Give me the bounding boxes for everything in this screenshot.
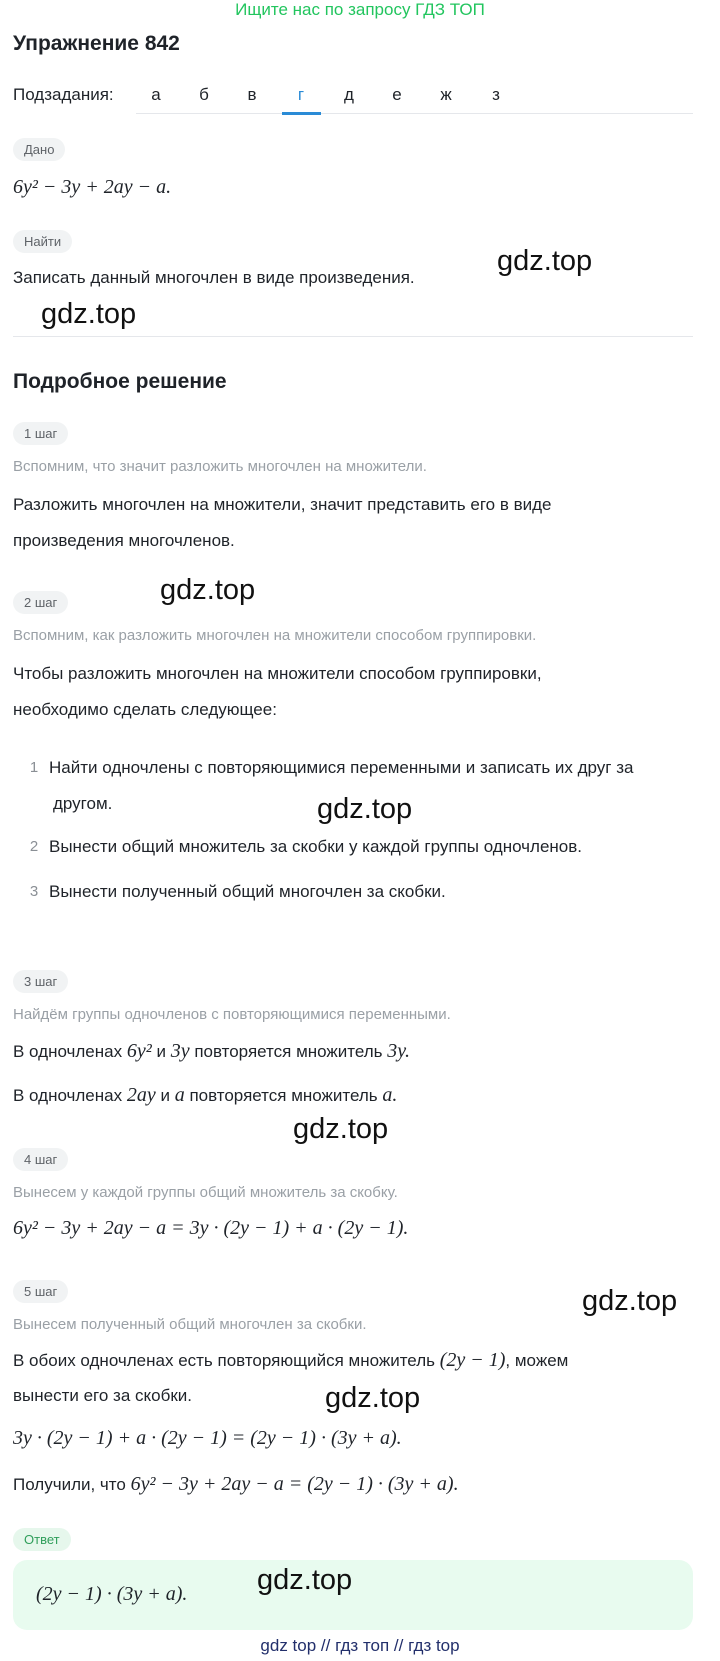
step-3-line-2 — [13, 1083, 397, 1108]
common-factor: 3y. — [387, 1040, 411, 1062]
tab-a[interactable]: а — [151, 85, 161, 104]
step-5-line-2: вынести его за скобки. — [13, 1386, 193, 1405]
step-1-line-1: Разложить многочлен на множители, значит представить его в виде — [13, 495, 552, 514]
find-badge: Найти — [13, 230, 72, 253]
list-number: 3 — [29, 883, 39, 900]
list-item-2: Вынести общий множитель за скобки у каждой группы одночленов. — [49, 837, 583, 856]
monomial: 6y² — [126, 1040, 152, 1062]
promo-link[interactable]: Ищите нас по запросу ГДЗ ТОП — [235, 0, 485, 19]
common-factor: (2y − 1) — [439, 1349, 506, 1371]
active-tab-indicator — [282, 112, 321, 115]
list-item-1-line-2: другом. — [53, 794, 113, 813]
tab-zh[interactable]: ж — [440, 85, 452, 104]
watermark: gdz.top — [497, 245, 593, 277]
step-4-badge: 4 шаг — [13, 1148, 68, 1171]
subtasks-label: Подзадания: — [13, 85, 114, 104]
text: В обоих одночленах есть повторяющийся множитель — [13, 1351, 435, 1370]
text: и — [160, 1086, 170, 1105]
list-item-1-line-1: Найти одночлены с повторяющимися переменными и записать их друг за — [49, 758, 634, 777]
text: Получили, что — [13, 1475, 126, 1494]
text: В одночленах — [13, 1086, 123, 1105]
step-5-hint: Вынесем полученный общий многочлен за скобки. — [13, 1316, 367, 1333]
watermark: gdz.top — [160, 574, 256, 606]
list-item-3: Вынести полученный общий многочлен за скобки. — [49, 882, 446, 901]
text: повторяется множитель — [189, 1086, 378, 1105]
given-badge: Дано — [13, 138, 65, 161]
step-3-badge: 3 шаг — [13, 970, 68, 993]
step-2-hint: Вспомним, как разложить многочлен на множители способом группировки. — [13, 627, 537, 644]
section-divider — [13, 336, 693, 337]
step-1-hint: Вспомним, что значит разложить многочлен на множители. — [13, 458, 427, 475]
find-text: Записать данный многочлен в виде произведения. — [13, 268, 415, 287]
monomial: 3y — [170, 1040, 190, 1062]
step-5-badge: 5 шаг — [13, 1280, 68, 1303]
watermark: gdz.top — [293, 1113, 389, 1145]
step-5-expression: 3y · (2y − 1) + a · (2y − 1) = (2y − 1) · (3y + a). — [13, 1427, 402, 1449]
step-2-line-2: необходимо сделать следующее: — [13, 700, 277, 719]
text: и — [156, 1042, 166, 1061]
tab-e[interactable]: е — [392, 85, 402, 104]
answer-badge: Ответ — [13, 1528, 71, 1551]
watermark: gdz.top — [41, 298, 137, 330]
tab-d[interactable]: д — [344, 85, 354, 104]
step-2-badge: 2 шаг — [13, 591, 68, 614]
text: , можем — [505, 1351, 569, 1370]
step-5-line-1 — [13, 1348, 568, 1373]
tab-g[interactable]: г — [297, 85, 305, 104]
answer-expression: (2y − 1) · (3y + a). — [36, 1583, 188, 1605]
step-1-line-2: произведения многочленов. — [13, 531, 235, 550]
watermark: gdz.top — [325, 1382, 421, 1414]
result-expression: 6y² − 3y + 2ay − a = (2y − 1) · (3y + a). — [130, 1473, 459, 1495]
watermark: gdz.top — [257, 1564, 353, 1596]
text: В одночленах — [13, 1042, 123, 1061]
given-expression: 6y² − 3y + 2ay − a. — [13, 176, 172, 198]
monomial: a — [174, 1084, 185, 1106]
tab-v[interactable]: в — [247, 85, 257, 104]
step-5-result — [13, 1472, 459, 1497]
step-4-hint: Вынесем у каждой группы общий множитель за скобку. — [13, 1184, 398, 1201]
subtasks-divider — [136, 113, 693, 114]
watermark: gdz.top — [317, 793, 413, 825]
monomial: 2ay — [126, 1084, 156, 1106]
step-3-hint: Найдём группы одночленов с повторяющимися переменными. — [13, 1006, 451, 1023]
text: повторяется множитель — [194, 1042, 383, 1061]
tab-b[interactable]: б — [199, 85, 209, 104]
tab-z[interactable]: з — [492, 85, 500, 104]
step-1-badge: 1 шаг — [13, 422, 68, 445]
list-number: 2 — [29, 838, 39, 855]
page-title: Упражнение 842 — [13, 32, 180, 55]
solution-heading: Подробное решение — [13, 370, 227, 393]
common-factor: a. — [382, 1084, 398, 1106]
step-3-line-1 — [13, 1039, 410, 1064]
step-4-expression: 6y² − 3y + 2ay − a = 3y · (2y − 1) + a · (2y − 1). — [13, 1217, 409, 1239]
step-2-line-1: Чтобы разложить многочлен на множители способом группировки, — [13, 664, 542, 683]
watermark: gdz.top — [582, 1285, 678, 1317]
footer-links[interactable]: gdz top // гдз топ // гдз top — [260, 1636, 460, 1655]
list-number: 1 — [29, 759, 39, 776]
